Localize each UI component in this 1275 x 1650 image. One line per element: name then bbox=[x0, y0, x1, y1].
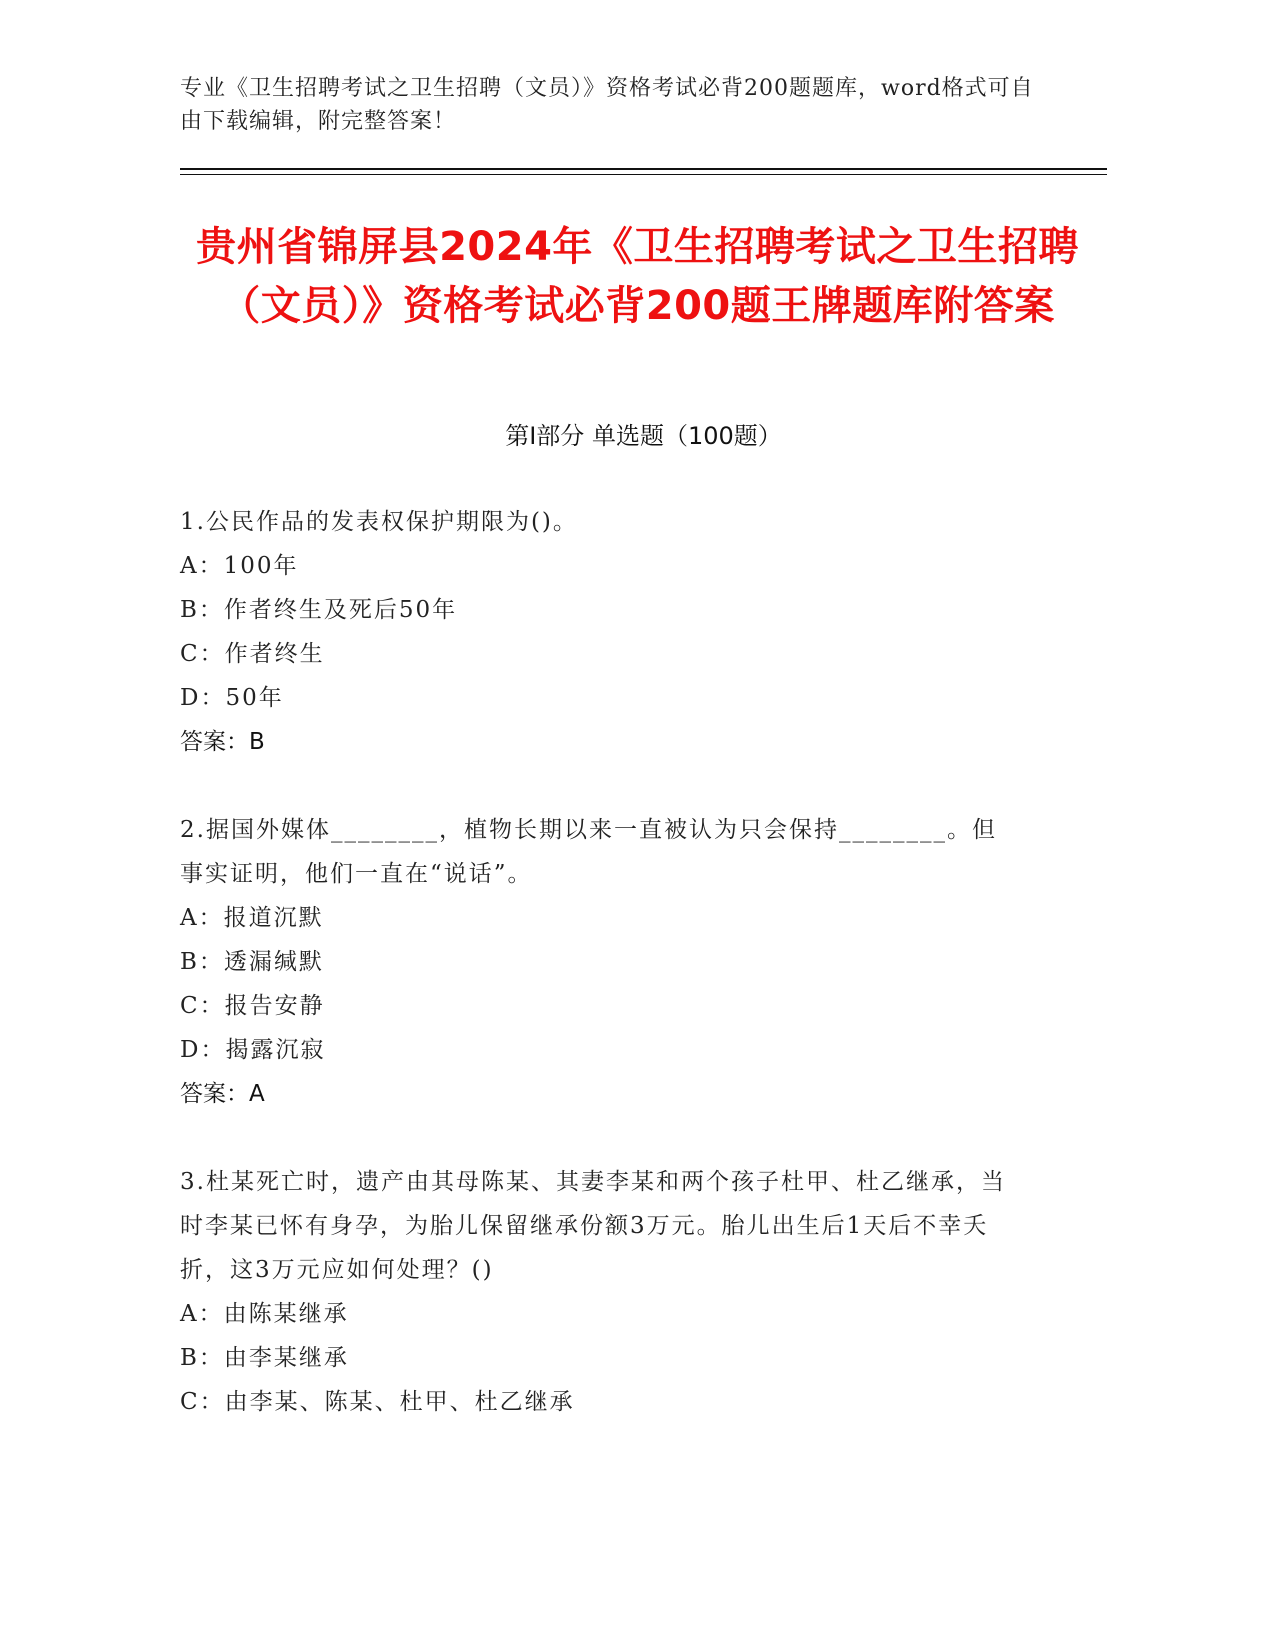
question-2 bbox=[180, 808, 1020, 1116]
option-b: B：作者终生及死后50年 bbox=[180, 597, 458, 623]
header-note: 专业《卫生招聘考试之卫生招聘（文员）》资格考试必背200题题库，word格式可自由下载编辑，附完整答案！ bbox=[180, 76, 1034, 134]
question-stem: 2.据国外媒体________，植物长期以来一直被认为只会保持________。但事实证明，他们一直在“说话”。 bbox=[180, 817, 997, 887]
answer: 答案：B bbox=[180, 729, 265, 755]
section-heading: 第Ⅰ部分 单选题（100题） bbox=[505, 422, 782, 450]
option-c: C：报告安静 bbox=[180, 993, 325, 1019]
option-d: D：50年 bbox=[180, 685, 284, 711]
document-title: 贵州省锦屏县2024年《卫生招聘考试之卫生招聘（文员）》资格考试必背200题王牌题库附答案 bbox=[196, 224, 1079, 329]
option-c: C：作者终生 bbox=[180, 641, 325, 667]
option-b: B：透漏缄默 bbox=[180, 949, 324, 975]
header-rule bbox=[180, 168, 1107, 170]
header-rule-thin bbox=[180, 174, 1107, 175]
option-a: A：由陈某继承 bbox=[180, 1301, 349, 1327]
question-list bbox=[180, 500, 1020, 1468]
option-b: B：由李某继承 bbox=[180, 1345, 349, 1371]
option-a: A：100年 bbox=[180, 553, 299, 579]
option-c: C：由李某、陈某、杜甲、杜乙继承 bbox=[180, 1389, 575, 1415]
question-stem: 1.公民作品的发表权保护期限为()。 bbox=[180, 509, 578, 535]
option-a: A：报道沉默 bbox=[180, 905, 324, 931]
option-d: D：揭露沉寂 bbox=[180, 1037, 326, 1063]
question-3 bbox=[180, 1160, 1020, 1424]
question-1 bbox=[180, 500, 1020, 764]
question-stem: 3.杜某死亡时，遗产由其母陈某、其妻李某和两个孩子杜甲、杜乙继承，当时李某已怀有身孕，为胎儿保留继承份额3万元。胎儿出生后1天后不幸夭折，这3万元应如何处理？() bbox=[180, 1169, 1006, 1283]
answer: 答案：A bbox=[180, 1081, 265, 1107]
